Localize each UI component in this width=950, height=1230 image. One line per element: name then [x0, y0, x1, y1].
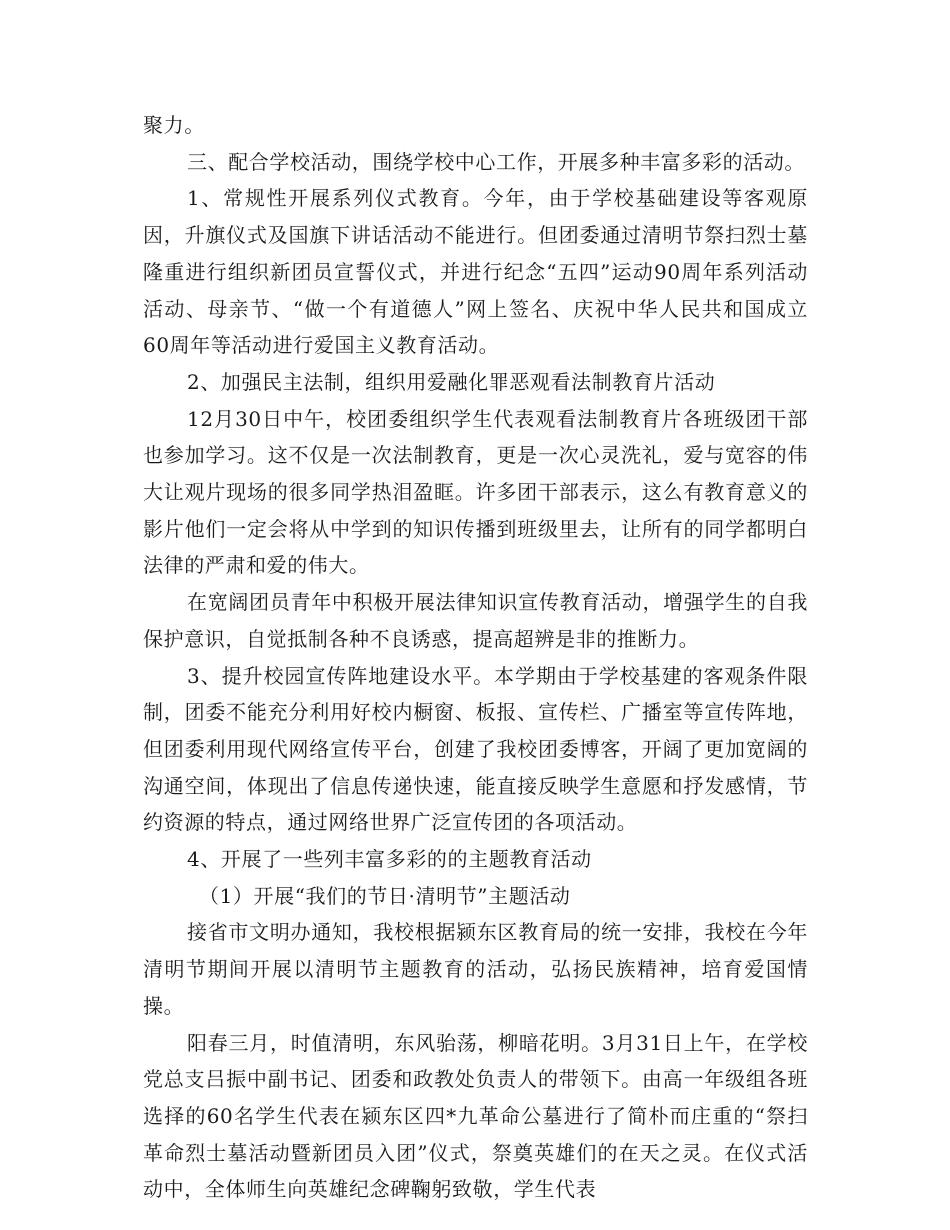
subheading-qingming: （1）开展“我们的节日·清明节”主题活动 [199, 883, 571, 908]
subheading-theme-activities: 4、开展了一些列丰富多彩的的主题教育活动 [187, 847, 592, 872]
paragraph-legal-knowledge: 在宽阔团员青年中积极开展法律知识宣传教育活动，增强学生的自我保护意识，自觉抵制各种不良诱惑，提高超辨是非的推断力。 [143, 590, 808, 651]
paragraph-continuation: 聚力。 [143, 113, 205, 137]
document-body [143, 107, 808, 1208]
section-heading-3: 三、配合学校活动，围绕学校中心工作，开展多种丰富多彩的活动。 [187, 149, 805, 174]
paragraph-film-viewing: 12月30日中午，校团委组织学生代表观看法制教育片各班级团干部也参加学习。这不仅是一次法制教育，更是一次心灵洗礼，爱与宽容的伟大让观片现场的很多同学热泪盈眶。许多团干部表示，这么有教育意义的影片他们一定会将从中学到的知识传播到班级里去，让所有的同学都明白法律的严肃和爱的伟大。 [143, 406, 808, 578]
paragraph-notice: 接省市文明办通知，我校根据颍东区教育局的统一安排，我校在今年清明节期间开展以清明节主题教育的活动，弘扬民族精神，培育爱国情操。 [143, 920, 808, 1018]
paragraph-campus-publicity: 3、提升校园宣传阵地建设水平。本学期由于学校基建的客观条件限制，团委不能充分利用好校内橱窗、板报、宣传栏、广播室等宣传阵地，但团委利用现代网络宣传平台，创建了我校团委博客，开阔了更加宽阔的沟通空间，体现出了信息传递快速，能直接反映学生意愿和抒发感情，节约资源的特点，通过网络世界广泛宣传团的各项活动。 [143, 663, 808, 835]
paragraph-ceremony-education: 1、常规性开展系列仪式教育。今年，由于学校基础建设等客观原因，升旗仪式及国旗下讲话活动不能进行。但团委通过清明节祭扫烈士墓隆重进行组织新团员宣誓仪式，并进行纪念“五四”运动90周年系列活动活动、母亲节、“做一个有道德人”网上签名、庆祝中华人民共和国成立60周年等活动进行爱国主义教育活动。 [143, 186, 808, 358]
paragraph-tomb-sweeping: 阳春三月，时值清明，东风骀荡，柳暗花明。3月31日上午，在学校党总支吕振中副书记、团委和政教处负责人的带领下。由高一年级组各班选择的60名学生代表在颍东区四*九革命公墓进行了简朴而庄重的“祭扫革命烈士墓活动暨新团员入团”仪式，祭奠英雄们的在天之灵。在仪式活动中，全体师生向英雄纪念碑鞠躬致敬，学生代表 [143, 1030, 808, 1202]
subheading-legal-education: 2、加强民主法制，组织用爱融化罪恶观看法制教育片活动 [187, 369, 716, 394]
